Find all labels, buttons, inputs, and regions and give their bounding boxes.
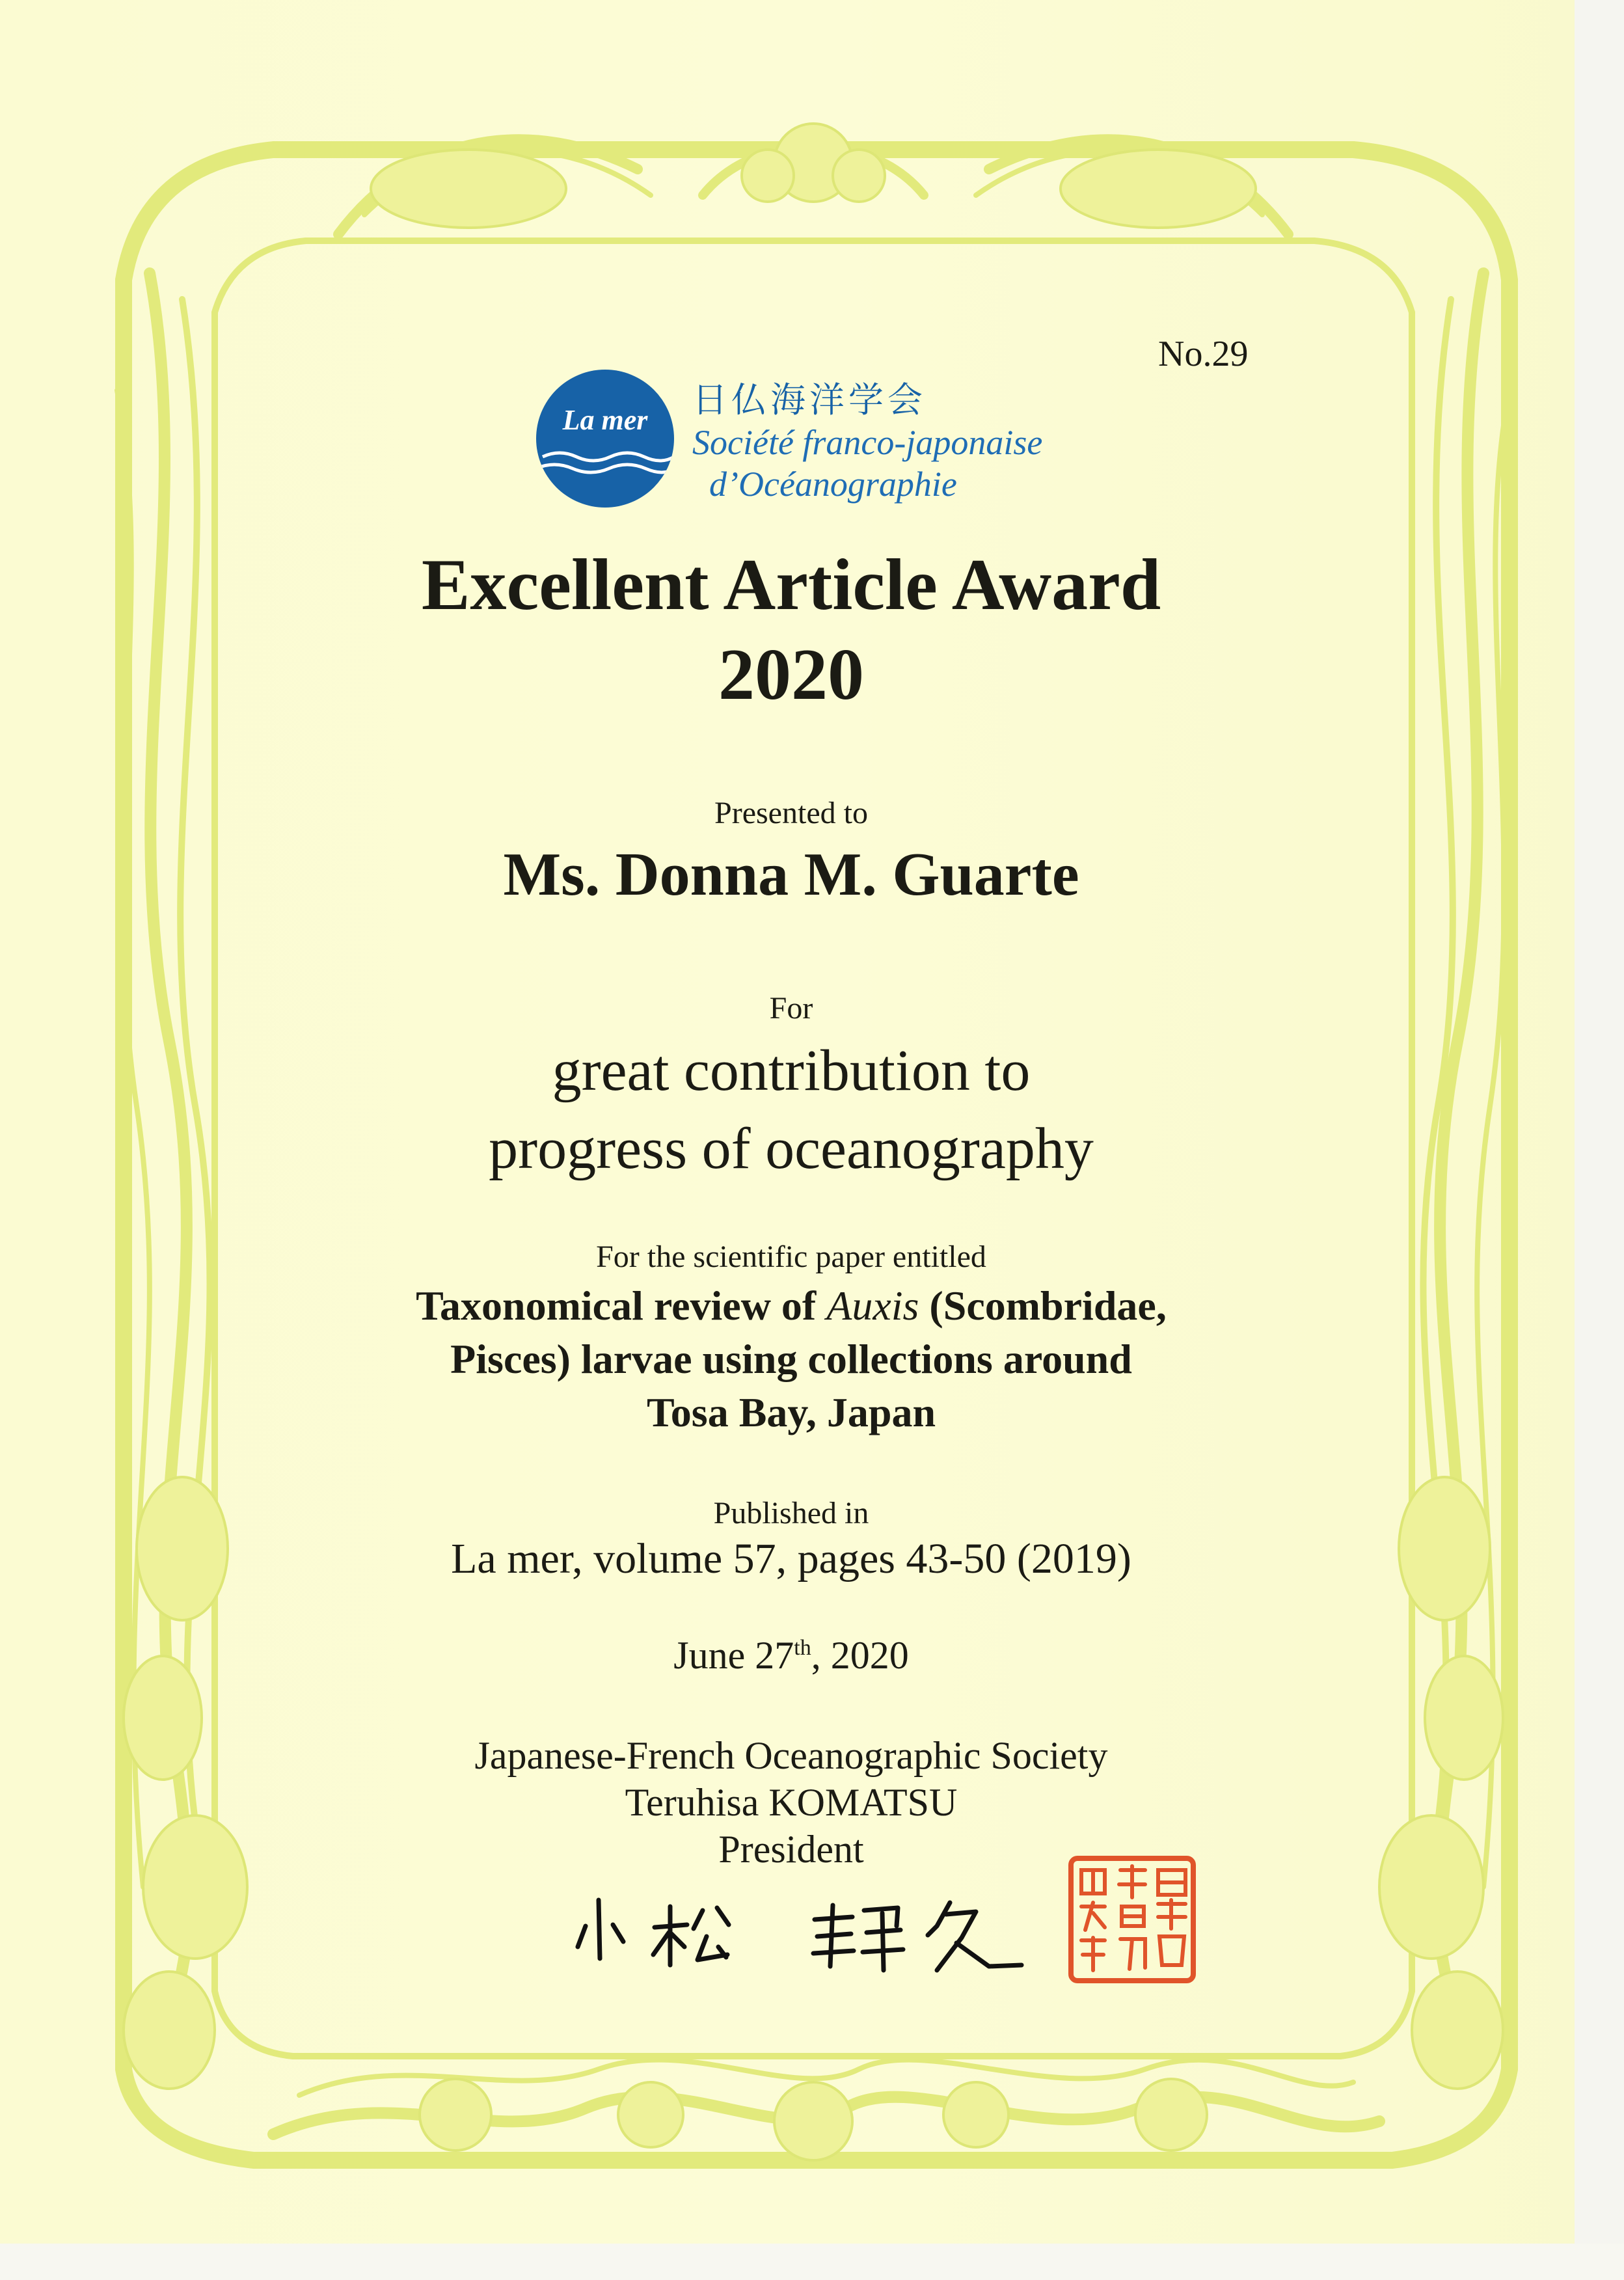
paper-title-genus: Auxis [826, 1282, 919, 1329]
date-suffix: th [794, 1636, 811, 1660]
french-name-line1: Société franco-japonaise [692, 423, 1043, 462]
president-name: Teruhisa KOMATSU [625, 1781, 958, 1824]
award-reason [0, 1032, 1582, 1188]
award-date [0, 1633, 1582, 1678]
society-seal-stamp [1067, 1854, 1197, 1985]
date-month-day: June 27 [673, 1634, 794, 1677]
published-label: Published in [713, 1496, 869, 1530]
paper-title-line3: Tosa Bay, Japan [646, 1389, 936, 1435]
president-signature [573, 1887, 1041, 1978]
award-year: 2020 [718, 634, 864, 715]
paper-title-part1: Taxonomical review of [416, 1282, 827, 1329]
society-name: Japanese-French Oceanographic Society [474, 1734, 1108, 1777]
date-year: , 2020 [811, 1634, 909, 1677]
society-japanese-name: 日仏海洋学会 [692, 379, 927, 420]
la-mer-logo [536, 370, 674, 508]
society-french-name [692, 422, 1042, 505]
paper-title-part2: (Scombridae, [919, 1282, 1167, 1329]
president-title: President [718, 1828, 864, 1871]
wave-icon [536, 448, 674, 487]
award-title [0, 540, 1582, 720]
for-label: For [769, 991, 813, 1025]
paper-title-line2: Pisces) larvae using collections around [450, 1336, 1132, 1382]
reason-line1: great contribution to [552, 1038, 1031, 1103]
logo-badge-text: La mer [562, 404, 648, 436]
reason-line2: progress of oceanography [489, 1117, 1094, 1181]
paper-label: For the scientific paper entitled [596, 1240, 986, 1274]
issuer-block [0, 1732, 1582, 1873]
french-name-line2: d’Océanographie [709, 465, 957, 504]
certificate-number: No.29 [1158, 334, 1249, 374]
paper-title-line1 [0, 1279, 1582, 1333]
recipient-name: Ms. Donna M. Guarte [503, 841, 1079, 908]
award-title-line1: Excellent Article Award [421, 545, 1161, 625]
presented-to-label: Presented to [714, 796, 868, 830]
paper-title [0, 1279, 1582, 1439]
published-in: La mer, volume 57, pages 43-50 (2019) [451, 1535, 1131, 1582]
